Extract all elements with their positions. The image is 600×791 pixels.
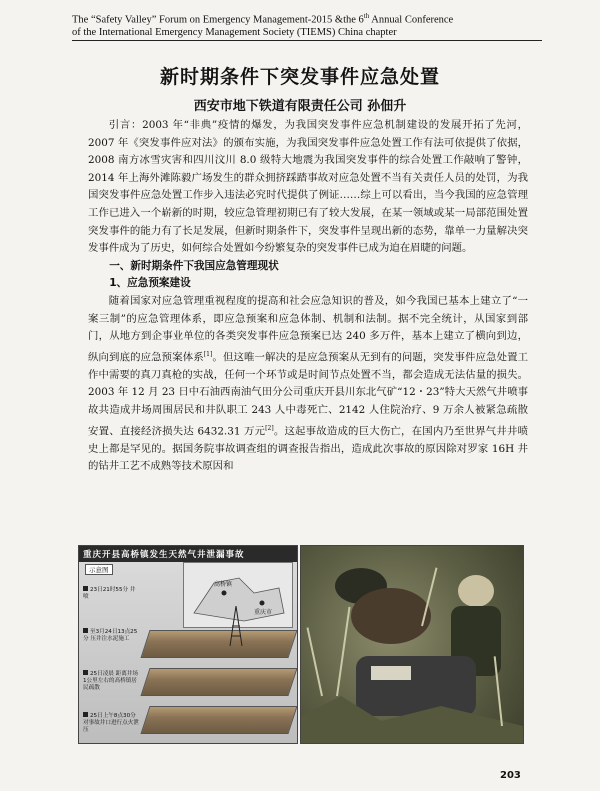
subsection-heading: 1、应急预案建设	[109, 277, 191, 290]
photo-scene	[301, 546, 523, 743]
section-heading: 一、新时期条件下我国应急管理现状	[109, 259, 279, 272]
page-number: 203	[500, 770, 521, 781]
paper-author: 西安市地下铁道有限责任公司 孙佃升	[193, 99, 407, 114]
header-line-1: The “Safety Valley” Forum on Emergency Management-2015 &the 6th Annual Conference	[72, 12, 454, 26]
paper-body	[88, 117, 528, 476]
map-label-town: 高桥镇	[214, 581, 233, 588]
accident-diagram	[78, 545, 298, 744]
terrain-slab-1	[140, 630, 297, 658]
paper-title: 新时期条件下突发事件应急处置	[159, 66, 440, 88]
map-label-city: 重庆市	[254, 609, 273, 616]
body-paragraph: 随着国家对应急管理重视程度的提高和社会应急知识的普及，如今我国已基本上建立了“一案三制”的应急管理体系，即应急预案和应急体制、机制和法制。据不完全统计，从国家到部门，从地方到企事业单位的各类突发事件应急预案已达 240 多万件，基本上建立了横向到边，纵向到底的应急预案体系[1]。但这唯一解决的是应急预案从无到有的问题，突发事件应急处置工作中需要的真刀真枪的实战，任何一个环节或是时间节点处置不当，都会造成无法估量的损失。2003 年 12 月 23 日中石油西南油气田分公司重庆开县川东北气矿“12・23”特大天然气井喷事故共造成井场周围居民和井队职工 243 人中毒死亡、2142 人住院治疗、9 万余人被紧急疏散安置、直接经济损失达 6432.31 万元[2]。这起事故造成的巨大伤亡，在国内乃至世界气井井喷史上都是罕见的。据国务院事故调查组的调查报告指出，造成此次事故的原因除对罗家 16H 井的钻井工艺不成熟等技术原因和	[88, 294, 529, 473]
conference-header	[72, 10, 542, 41]
figure-tag: 示意图	[85, 564, 113, 575]
step-4: 25日上午8点30分 对事故井口进行点火泄压	[83, 713, 139, 733]
intro-paragraph: 引言：2003 年“非典”疫情的爆发，为我国突发事件应急机制建设的发展开拓了先河，2007 年《突发事件应对法》的颁布实施，为我国突发事件应急处置工作有法可依提供了依据，2008 南方冰雪灾害和四川汶川 8.0 级特大地震为我国突发事件的综合处置工作敲响了警钟，2014 年上海外滩陈毅广场发生的群众拥挤踩踏事故对应急处置不当有关责任人员的处罚，为我国突发事件应急处置工作步入违法必究时代提供了例证……综上可以看出，当今我国的应急管理工作已进入一个崭新的时期，较应急管理初期已有了较大发展，在某一领域或某一局部范围处置突发事件的能力有了长足发展，但新时期条件下，突发事件呈现出新的态势，靠单一力量解决突发事件成为了历史，如何综合处置如今纷繁复杂的突发事件已成为迫在眉睫的问题。	[88, 119, 528, 255]
drilling-rig-icon	[229, 606, 243, 646]
step-3: 25日凌晨 距离井场1公里左右的高桥镇居民疏散	[83, 671, 139, 691]
terrain-slab-3	[140, 706, 297, 734]
figure-title: 重庆开县高桥镇发生天然气井泄漏事故	[79, 546, 297, 562]
citation-2: [2]	[265, 424, 274, 432]
citation-1: [1]	[203, 350, 213, 358]
step-2: 至3月24日13点25分 压井注水泥施工	[83, 629, 138, 642]
header-line-2: of the International Emergency Management Society (TIEMS) China chapter	[72, 26, 397, 38]
step-1: 23日21时55分 井喷	[83, 587, 136, 600]
terrain-slab-2	[140, 668, 297, 696]
rescue-photo	[300, 545, 524, 744]
